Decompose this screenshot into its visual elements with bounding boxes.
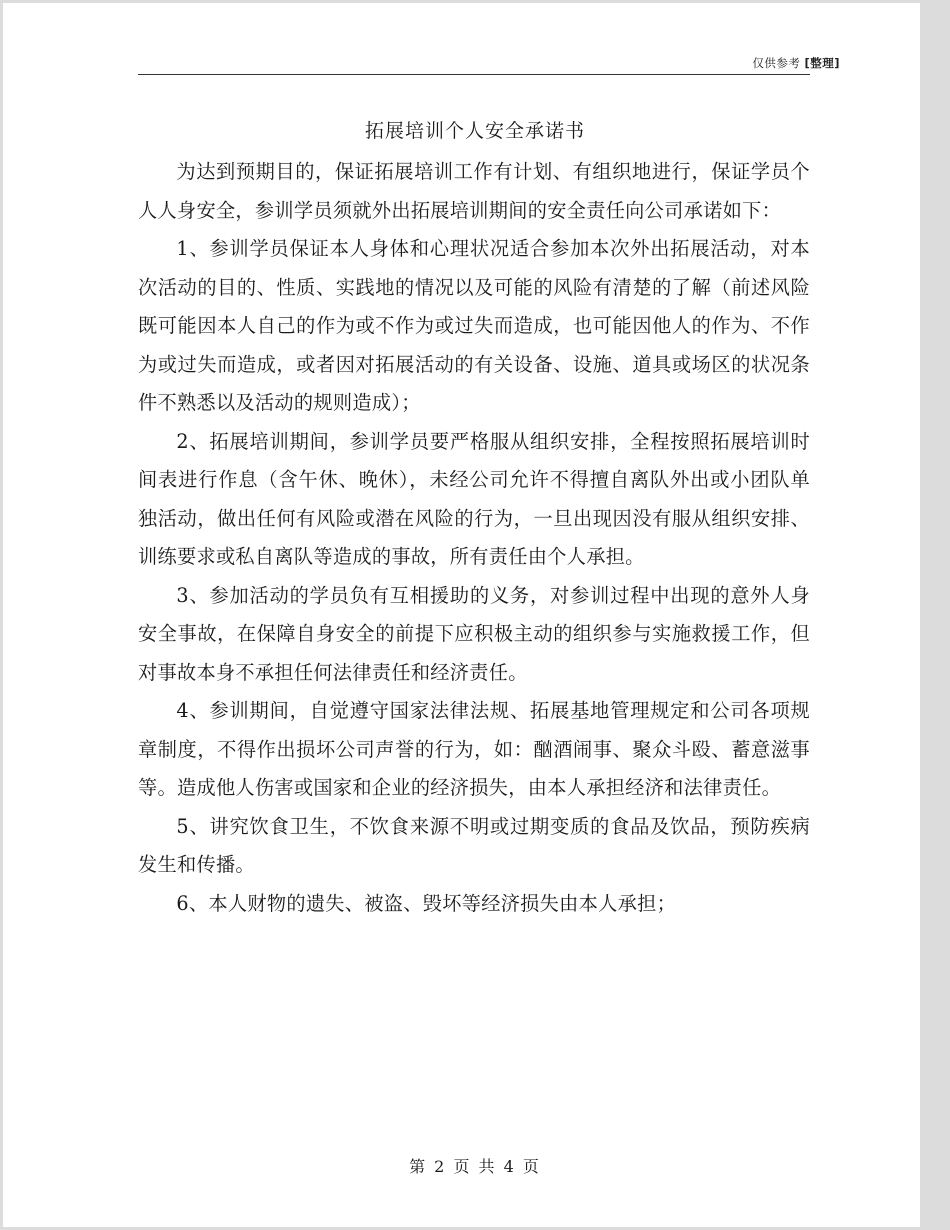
header-divider [138, 74, 810, 75]
clause-3-paragraph: 3、参加活动的学员负有互相援助的义务，对参训过程中出现的意外人身安全事故，在保障自身安全的前提下应积极主动的组织参与实施救援工作，但对事故本身不承担任何法律责任和经济责任。 [138, 583, 810, 684]
clause-6-paragraph: 6、本人财物的遗失、被盗、毁坏等经济损失由本人承担； [176, 891, 677, 915]
header-note: 仅供参考 [752, 56, 801, 70]
document-title: 拓展培训个人安全承诺书 [364, 120, 585, 142]
header-bracket-label: [整理] [804, 56, 840, 70]
clause-5-paragraph: 5、讲究饮食卫生，不饮食来源不明或过期变质的食品及饮品，预防疾病发生和传播。 [138, 814, 810, 876]
clause-1-paragraph: 1、参训学员保证本人身体和心理状况适合参加本次外出拓展活动，对本次活动的目的、性质、实践地的情况以及可能的风险有清楚的了解（前述风险既可能因本人自己的作为或不作为或过失而造成，也可能因他人的作为、不作为或过失而造成，或者因对拓展活动的有关设备、设施、道具或场区的状况条件不熟悉以及活动的规则造成）； [138, 237, 810, 414]
intro-paragraph: 为达到预期目的，保证拓展培训工作有计划、有组织地进行，保证学员个人人身安全，参训学员须就外出拓展培训期间的安全责任向公司承诺如下： [138, 160, 810, 222]
page-number-footer: 第 2 页 共 4 页 [409, 1157, 541, 1176]
clause-2-paragraph: 2、拓展培训期间，参训学员要严格服从组织安排，全程按照拓展培训时间表进行作息（含午休、晚休），未经公司允许不得擅自离队外出或小团队单独活动，做出任何有风险或潜在风险的行为，一旦出现因没有服从组织安排、训练要求或私自离队等造成的事故，所有责任由个人承担。 [138, 429, 810, 568]
clause-4-paragraph: 4、参训期间，自觉遵守国家法律法规、拓展基地管理规定和公司各项规章制度，不得作出损坏公司声誉的行为，如：酗酒闹事、聚众斗殴、蓄意滋事等。造成他人伤害或国家和企业的经济损失，由本人承担经济和法律责任。 [138, 699, 810, 799]
document-body [138, 153, 810, 923]
page-header [752, 55, 840, 71]
